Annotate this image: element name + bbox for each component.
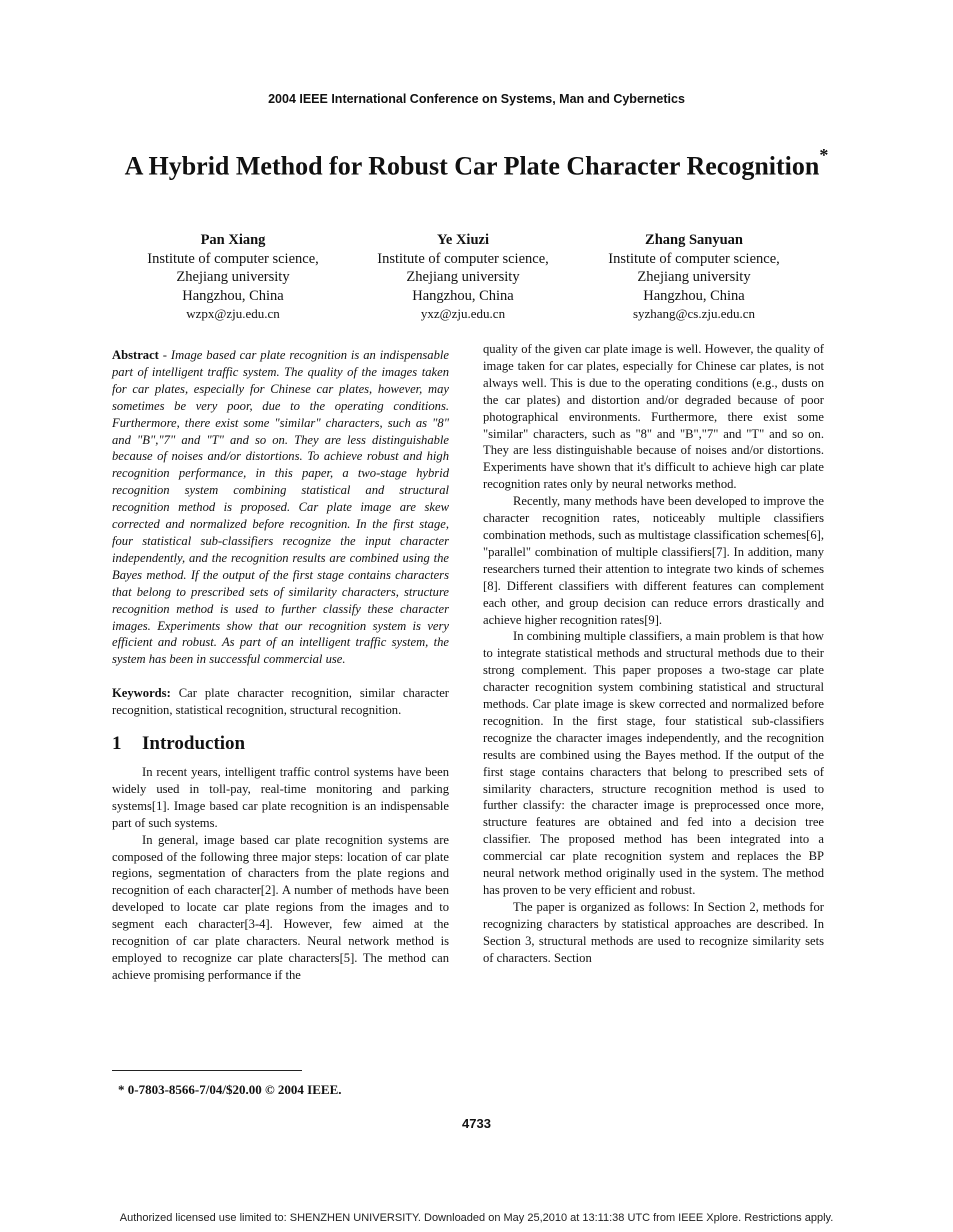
author-block-3 xyxy=(574,231,814,324)
author-university: Zhejiang university xyxy=(637,269,751,285)
author-name: Ye Xiuzi xyxy=(437,232,489,248)
paragraph: In combining multiple classifiers, a main problem is that how to integrate statistical methods and structural methods due to their strong complement. This paper proposes a two-stage car plate character recognition system combining statistical and structural methods. Car plate image is skew corrected and normalized before recognition. In the first stage, four statistical sub-classifiers recognize the character images independently, and the recognition results are combined using the Bayes method. If the output of the first stage contains characters that belong to prescribed sets of similarity characters, structure recognition method is used to further classify: the character image is preprocessed once more, structure features are obtained and fed into a decision tree classifier. The proposed method has been integrated into a commercial car plate recognition system and replaces the BP neural network method originally used in the system. The method has proven to be very efficient and robust. xyxy=(483,629,824,897)
footnote-divider xyxy=(112,1070,302,1071)
page-number: 4733 xyxy=(462,1116,491,1131)
keywords-text: Car plate character recognition, similar character recognition, statistical recognition, structural recognition. xyxy=(112,686,449,718)
paragraph: In general, image based car plate recognition systems are composed of the following three major steps: location of car plate regions, segmentation of characters from the plate regions and recognition of each character[2]. A number of methods have been developed to locate car plate regions from the images and to segment each character[3-4]. However, few aimed at the recognition of car plate characters. Neural network method is employed to recognize car plate characters[5]. The method can achieve promising performance if the xyxy=(112,832,449,982)
right-column xyxy=(483,341,824,967)
section-number: 1 xyxy=(112,733,122,755)
conference-header: 2004 IEEE International Conference on Systems, Man and Cybernetics xyxy=(268,92,685,106)
paragraph: In recent years, intelligent traffic control systems have been widely used in toll-pay, real-time monitoring and parking systems[1]. Image based car plate recognition is an indispensable part of such systems. xyxy=(112,765,449,830)
author-email: syzhang@cs.zju.edu.cn xyxy=(632,306,756,321)
author-name: Zhang Sanyuan xyxy=(645,232,743,248)
paragraph: Recently, many methods have been developed to improve the character recognition rates, noticeably multiple classifiers combination methods, such as multistage classification schemes[6], "parallel" combination of multiple classifiers[7]. In addition, many researchers turned their attention to integrate two kinds of schemes [8]. Different classifiers with different features can complement each other, and group decision can reduce errors drastically and achieve higher recognition rates[9]. xyxy=(483,494,824,627)
title-footnote-marker: * xyxy=(819,145,829,165)
author-block-2 xyxy=(343,231,583,324)
paragraph: The paper is organized as follows: In Section 2, methods for recognizing characters by statistical approaches are described. In Section 3, structural methods are used to recognize similarity sets of characters. Section xyxy=(483,899,824,965)
author-affiliation: Institute of computer science, xyxy=(608,250,780,267)
author-location: Hangzhou, China xyxy=(643,287,745,304)
section-heading-introduction xyxy=(112,732,449,756)
author-affiliation: Institute of computer science, xyxy=(147,250,319,267)
author-email: yxz@zju.edu.cn xyxy=(420,306,506,321)
author-email: wzpx@zju.edu.cn xyxy=(186,306,280,321)
abstract xyxy=(112,347,449,668)
paragraph: quality of the given car plate image is well. However, the quality of image taken for car plates, especially for Chinese car plates, is not always well. This is due to the operating conditions (e.g., dusts on the car plates) and distortion and/or degraded because of poor photographical environments. Furthermore, there exist some "similar" characters, such as "8" and "B","7" and "T" and so on. They are less distinguishable because of noises and/or distortions. Experiments have shown that it's difficult to achieve high car plate recognition rates only by neural networks method. xyxy=(483,342,824,492)
abstract-label: Abstract xyxy=(112,348,159,362)
keywords-label: Keywords: xyxy=(112,686,171,701)
authorization-notice: Authorized licensed use limited to: SHENZHEN UNIVERSITY. Downloaded on May 25,2010 at 13:11:38 UTC from IEEE Xplore. Restrictions apply. xyxy=(119,1212,834,1224)
author-university: Zhejiang university xyxy=(406,269,520,285)
paper-title xyxy=(80,143,873,183)
author-location: Hangzhou, China xyxy=(182,287,284,304)
paper-title-text: A Hybrid Method for Robust Car Plate Character Recognition xyxy=(124,151,820,181)
left-column xyxy=(112,347,449,984)
author-affiliation: Institute of computer science, xyxy=(377,250,549,267)
abstract-text: - Image based car plate recognition is an indispensable part of intelligent traffic system. The quality of the images taken for car plates, especially for Chinese car plates, however, may sometimes be very poor, due to the operating conditions. Furthermore, there exist some "similar" characters, such as "8" and "B","7" and "T" and so on. They are less distinguishable because of noises and/or distortions. To achieve robust and high recognition performance, in this paper, a two-stage hybrid recognition system combining statistical and structural recognition method is proposed. Car plate image are skew corrected and normalized before recognition. In the first stage, four statistical sub-classifiers recognize the input character independently, and the recognition results are combined using the Bayes method. If the output of the first stage contains characters that belong to prescribed sets of similarity characters, structure recognition method is used to further classify these character images. Experiments show that our recognition system is very efficient and robust. As part of an intelligent traffic system, the system has been in successful commercial use. xyxy=(112,348,449,667)
author-block-1 xyxy=(113,231,353,324)
author-university: Zhejiang university xyxy=(176,269,290,285)
footnote: * 0-7803-8566-7/04/$20.00 © 2004 IEEE. xyxy=(118,1082,342,1097)
author-name: Pan Xiang xyxy=(200,232,266,248)
keywords xyxy=(112,685,449,719)
author-location: Hangzhou, China xyxy=(412,287,514,304)
section-title: Introduction xyxy=(142,733,246,755)
